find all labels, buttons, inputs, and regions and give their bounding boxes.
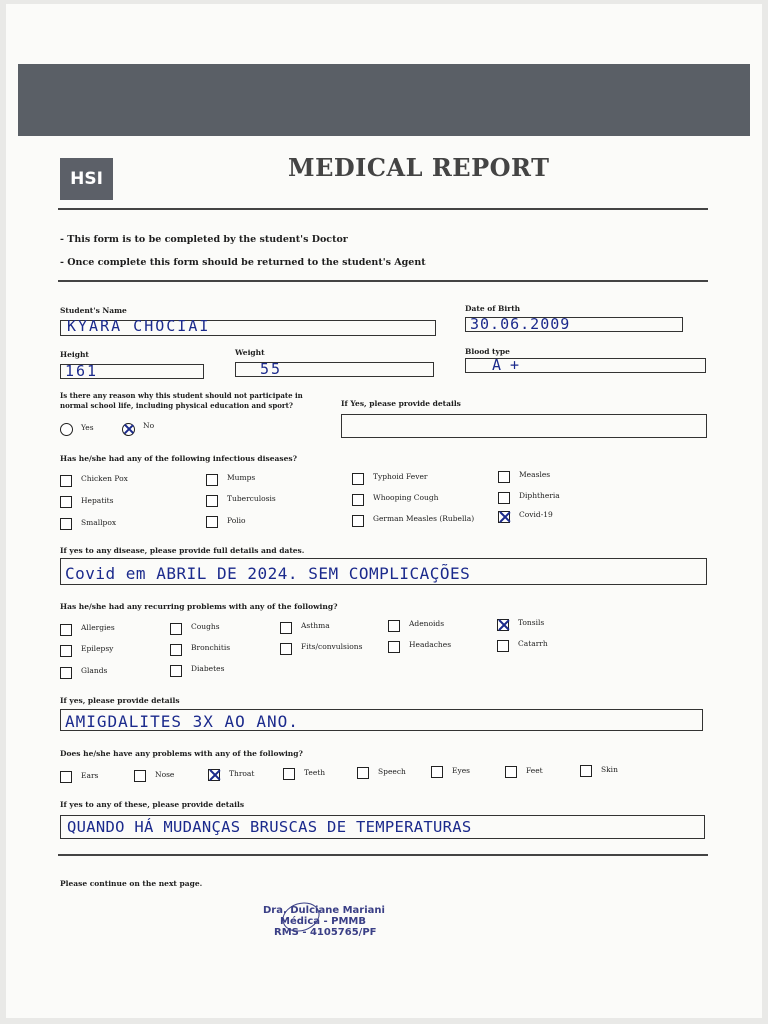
checkbox-diabetes[interactable]	[170, 665, 182, 677]
label-tonsils: Tonsils	[518, 618, 545, 627]
participation-question-line1: Is there any reason why this student should not participate in	[60, 391, 303, 400]
checkbox-epilepsy[interactable]	[60, 645, 72, 657]
participation-no-label: No	[143, 421, 155, 430]
label-tuberculosis: Tuberculosis	[227, 494, 276, 503]
checkbox-allergies[interactable]	[60, 624, 72, 636]
divider	[58, 208, 708, 210]
checkbox-teeth[interactable]	[283, 768, 295, 780]
label-teeth: Teeth	[304, 768, 326, 777]
header-bar	[18, 64, 750, 136]
problems-details-value: QUANDO HÁ MUDANÇAS BRUSCAS DE TEMPERATURAS	[67, 818, 472, 836]
label-polio: Polio	[227, 516, 246, 525]
label-ears: Ears	[81, 771, 99, 780]
height-label: Height	[60, 350, 89, 359]
checkbox-tonsils[interactable]	[497, 619, 509, 631]
label-glands: Glands	[81, 666, 108, 675]
label-whooping-cough: Whooping Cough	[373, 493, 439, 502]
checkbox-smallpox[interactable]	[60, 518, 72, 530]
participation-details-label: If Yes, please provide details	[341, 399, 461, 408]
dob-field[interactable]	[465, 317, 683, 332]
infectious-question: Has he/she had any of the following infectious diseases?	[60, 454, 297, 463]
doctor-stamp	[263, 905, 385, 938]
student-name-field[interactable]	[60, 317, 436, 336]
label-epilepsy: Epilepsy	[81, 644, 114, 653]
weight-label: Weight	[235, 348, 265, 357]
infectious-details-value: Covid em ABRIL DE 2024. SEM COMPLICAÇÕES	[65, 564, 471, 583]
checkbox-fits-convulsions[interactable]	[280, 643, 292, 655]
label-diphtheria: Diphtheria	[519, 491, 560, 500]
stamp-line-2: Médica - PMMB	[280, 916, 366, 927]
label-headaches: Headaches	[409, 640, 452, 649]
checkbox-throat[interactable]	[208, 769, 220, 781]
recurring-question: Has he/she had any recurring problems with any of the following?	[60, 602, 338, 611]
label-feet: Feet	[526, 766, 543, 775]
problems-details-field[interactable]	[60, 815, 705, 839]
label-throat: Throat	[229, 769, 255, 778]
infectious-details-label: If yes to any disease, please provide full details and dates.	[60, 546, 305, 555]
label-speech: Speech	[378, 767, 406, 776]
student-name-value: KYARA CHOCIAI	[67, 317, 211, 335]
divider	[58, 280, 708, 282]
participation-no-radio[interactable]	[122, 423, 135, 436]
label-fits-convulsions: Fits/convulsions	[301, 642, 363, 651]
checkbox-tuberculosis[interactable]	[206, 495, 218, 507]
continue-note: Please continue on the next page.	[60, 879, 203, 888]
label-asthma: Asthma	[301, 621, 330, 630]
divider	[58, 854, 708, 856]
checkbox-bronchitis[interactable]	[170, 644, 182, 656]
checkbox-measles[interactable]	[498, 471, 510, 483]
participation-yes-label: Yes	[81, 423, 94, 432]
label-catarrh: Catarrh	[518, 639, 548, 648]
label-hepatits: Hepatits	[81, 496, 114, 505]
checkbox-hepatits[interactable]	[60, 496, 72, 508]
stamp-line-3: RMS - 4105765/PF	[274, 927, 377, 938]
participation-details-field[interactable]	[341, 414, 707, 438]
weight-field[interactable]	[235, 362, 434, 377]
label-adenoids: Adenoids	[409, 619, 445, 628]
infectious-details-field[interactable]	[60, 558, 707, 585]
weight-value: 55	[260, 360, 283, 378]
label-nose: Nose	[155, 770, 175, 779]
checkbox-catarrh[interactable]	[497, 640, 509, 652]
label-covid-19: Covid-19	[519, 510, 553, 519]
blood-type-value: A +	[492, 356, 520, 374]
checkbox-nose[interactable]	[134, 770, 146, 782]
dob-value: 30.06.2009	[470, 315, 571, 333]
checkbox-asthma[interactable]	[280, 622, 292, 634]
student-name-label: Student's Name	[60, 306, 127, 315]
checkbox-german-measles[interactable]	[352, 515, 364, 527]
label-skin: Skin	[601, 765, 618, 774]
checkbox-covid-19[interactable]	[498, 511, 510, 523]
height-value: 161	[65, 362, 99, 380]
checkbox-speech[interactable]	[357, 767, 369, 779]
problems-question: Does he/she have any problems with any of the following?	[60, 749, 303, 758]
participation-yes-radio[interactable]	[60, 423, 73, 436]
label-mumps: Mumps	[227, 473, 256, 482]
page-title: MEDICAL REPORT	[288, 153, 550, 182]
recurring-details-value: AMIGDALITES 3X AO ANO.	[65, 712, 299, 731]
checkbox-eyes[interactable]	[431, 766, 443, 778]
note-2: - Once complete this form should be returned to the student's Agent	[60, 257, 426, 268]
label-german-measles: German Measles (Rubella)	[373, 514, 475, 523]
height-field[interactable]	[60, 364, 204, 379]
checkbox-coughs[interactable]	[170, 623, 182, 635]
stamp-line-1: Dra. Dulciane Mariani	[263, 905, 385, 916]
problems-details-label: If yes to any of these, please provide details	[60, 800, 245, 809]
checkbox-typhoid-fever[interactable]	[352, 473, 364, 485]
blood-type-label: Blood type	[465, 347, 510, 356]
label-allergies: Allergies	[81, 623, 115, 632]
checkbox-feet[interactable]	[505, 766, 517, 778]
recurring-details-field[interactable]	[60, 709, 703, 731]
label-bronchitis: Bronchitis	[191, 643, 231, 652]
label-measles: Measles	[519, 470, 551, 479]
checkbox-polio[interactable]	[206, 516, 218, 528]
label-diabetes: Diabetes	[191, 664, 225, 673]
recurring-details-label: If yes, please provide details	[60, 696, 180, 705]
hsi-logo: HSI	[60, 158, 113, 200]
label-eyes: Eyes	[452, 766, 470, 775]
checkbox-whooping-cough[interactable]	[352, 494, 364, 506]
blood-type-field[interactable]	[465, 358, 706, 373]
checkbox-ears[interactable]	[60, 771, 72, 783]
label-coughs: Coughs	[191, 622, 220, 631]
dob-label: Date of Birth	[465, 304, 521, 313]
label-smallpox: Smallpox	[81, 518, 117, 527]
label-typhoid-fever: Typhoid Fever	[373, 472, 428, 481]
checkbox-mumps[interactable]	[206, 474, 218, 486]
checkbox-adenoids[interactable]	[388, 620, 400, 632]
checkbox-diphtheria[interactable]	[498, 492, 510, 504]
checkbox-glands[interactable]	[60, 667, 72, 679]
note-1: - This form is to be completed by the student's Doctor	[60, 234, 348, 245]
checkbox-chicken-pox[interactable]	[60, 475, 72, 487]
checkbox-skin[interactable]	[580, 765, 592, 777]
checkbox-headaches[interactable]	[388, 641, 400, 653]
participation-question-line2: normal school life, including physical education and sport?	[60, 401, 293, 410]
label-chicken-pox: Chicken Pox	[81, 474, 128, 483]
